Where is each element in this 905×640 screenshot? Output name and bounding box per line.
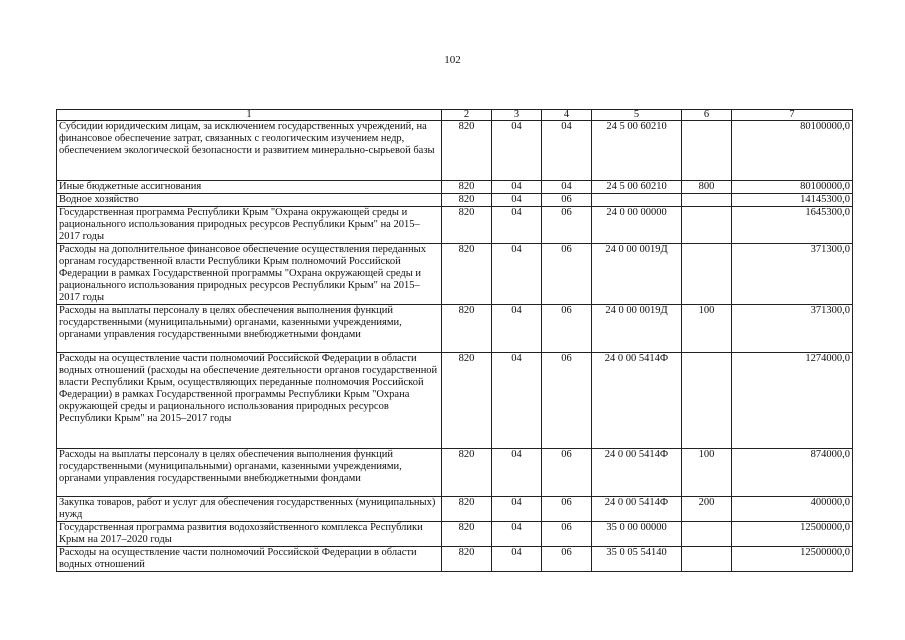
cell-expense-type: 100 — [682, 305, 732, 353]
cell-ministry: 820 — [442, 181, 492, 194]
cell-target-article: 24 0 00 0019Д — [592, 305, 682, 353]
cell-expense-type: 100 — [682, 449, 732, 497]
cell-target-article: 24 5 00 60210 — [592, 121, 682, 181]
cell-amount: 12500000,0 — [732, 522, 853, 547]
cell-amount: 1645300,0 — [732, 207, 853, 244]
cell-ministry: 820 — [442, 522, 492, 547]
row-name: Расходы на выплаты персоналу в целях обеспечения выполнения функций государственными (муниципальными) органами, казенными учреждениями, органами управления государственными внебюджетными фондами — [57, 305, 442, 353]
cell-amount: 12500000,0 — [732, 547, 853, 572]
table-row — [57, 497, 853, 522]
cell-target-article: 35 0 00 00000 — [592, 522, 682, 547]
cell-ministry: 820 — [442, 547, 492, 572]
cell-subsection: 06 — [542, 497, 592, 522]
cell-section: 04 — [492, 181, 542, 194]
cell-target-article: 24 0 00 0019Д — [592, 244, 682, 305]
cell-ministry: 820 — [442, 449, 492, 497]
header-row — [57, 110, 853, 121]
table-row — [57, 353, 853, 449]
cell-expense-type — [682, 121, 732, 181]
cell-amount: 80100000,0 — [732, 121, 853, 181]
row-name: Государственная программа Республики Крым "Охрана окружающей среды и рационального использования природных ресурсов Республики Крым" на 2015–2017 годы — [57, 207, 442, 244]
cell-subsection: 06 — [542, 449, 592, 497]
cell-expense-type: 800 — [682, 181, 732, 194]
cell-target-article: 24 0 00 5414Ф — [592, 353, 682, 449]
cell-amount: 400000,0 — [732, 497, 853, 522]
row-name: Расходы на осуществление части полномочий Российской Федерации в области водных отношений — [57, 547, 442, 572]
table-row — [57, 181, 853, 194]
row-name: Субсидии юридическим лицам, за исключением государственных учреждений, на финансовое обеспечение затрат, связанных с геологическим изучением недр, обеспечением экологической безопасности и развитием минерально-сырьевой базы — [57, 121, 442, 181]
row-name: Закупка товаров, работ и услуг для обеспечения государственных (муниципальных) нужд — [57, 497, 442, 522]
cell-subsection: 04 — [542, 121, 592, 181]
table-row — [57, 547, 853, 572]
cell-subsection: 06 — [542, 353, 592, 449]
column-header: 6 — [682, 110, 732, 121]
row-name: Иные бюджетные ассигнования — [57, 181, 442, 194]
cell-ministry: 820 — [442, 121, 492, 181]
cell-ministry: 820 — [442, 497, 492, 522]
cell-subsection: 06 — [542, 522, 592, 547]
cell-ministry: 820 — [442, 244, 492, 305]
cell-expense-type — [682, 207, 732, 244]
column-header: 3 — [492, 110, 542, 121]
cell-subsection: 06 — [542, 305, 592, 353]
table-row — [57, 522, 853, 547]
cell-target-article: 24 0 00 5414Ф — [592, 497, 682, 522]
cell-ministry: 820 — [442, 194, 492, 207]
cell-expense-type — [682, 194, 732, 207]
cell-subsection: 06 — [542, 194, 592, 207]
column-header: 7 — [732, 110, 853, 121]
table-row — [57, 121, 853, 181]
cell-section: 04 — [492, 353, 542, 449]
cell-section: 04 — [492, 121, 542, 181]
row-name: Водное хозяйство — [57, 194, 442, 207]
cell-amount: 874000,0 — [732, 449, 853, 497]
cell-target-article: 35 0 05 54140 — [592, 547, 682, 572]
cell-target-article — [592, 194, 682, 207]
cell-subsection: 06 — [542, 547, 592, 572]
cell-section: 04 — [492, 547, 542, 572]
cell-expense-type — [682, 522, 732, 547]
cell-expense-type: 200 — [682, 497, 732, 522]
table-row — [57, 244, 853, 305]
cell-ministry: 820 — [442, 305, 492, 353]
cell-amount: 371300,0 — [732, 244, 853, 305]
table-row — [57, 194, 853, 207]
budget-table — [56, 109, 853, 572]
cell-subsection: 06 — [542, 207, 592, 244]
cell-amount: 371300,0 — [732, 305, 853, 353]
cell-amount: 14145300,0 — [732, 194, 853, 207]
row-name: Расходы на осуществление части полномочий Российской Федерации в области водных отношений (расходы на обеспечение деятельности органов государственной власти Республики Крым, осуществляющих переданные полномочия Российской Федерации) в рамках Государственной программы Республики Крым "Охрана окружающей среды и рационального использования природных ресурсов Республики Крым" на 2015–2017 годы — [57, 353, 442, 449]
cell-expense-type — [682, 244, 732, 305]
cell-target-article: 24 5 00 60210 — [592, 181, 682, 194]
column-header: 5 — [592, 110, 682, 121]
table-row — [57, 449, 853, 497]
cell-section: 04 — [492, 497, 542, 522]
cell-target-article: 24 0 00 00000 — [592, 207, 682, 244]
cell-subsection: 04 — [542, 181, 592, 194]
table-row — [57, 207, 853, 244]
column-header: 2 — [442, 110, 492, 121]
cell-ministry: 820 — [442, 353, 492, 449]
cell-ministry: 820 — [442, 207, 492, 244]
cell-amount: 80100000,0 — [732, 181, 853, 194]
cell-section: 04 — [492, 449, 542, 497]
row-name: Государственная программа развития водохозяйственного комплекса Республики Крым на 2017–2020 годы — [57, 522, 442, 547]
page-number: 102 — [444, 54, 461, 66]
table-row — [57, 305, 853, 353]
cell-subsection: 06 — [542, 244, 592, 305]
cell-target-article: 24 0 00 5414Ф — [592, 449, 682, 497]
column-header: 4 — [542, 110, 592, 121]
cell-section: 04 — [492, 305, 542, 353]
cell-section: 04 — [492, 194, 542, 207]
cell-section: 04 — [492, 207, 542, 244]
cell-amount: 1274000,0 — [732, 353, 853, 449]
row-name: Расходы на дополнительное финансовое обеспечение осуществления переданных органам государственной власти Республики Крым полномочий Российской Федерации в рамках Государственной программы "Охрана окружающей среды и рационального использования природных ресурсов Республики Крым" на 2015–2017 годы — [57, 244, 442, 305]
column-header: 1 — [57, 110, 442, 121]
cell-expense-type — [682, 547, 732, 572]
cell-section: 04 — [492, 522, 542, 547]
cell-section: 04 — [492, 244, 542, 305]
row-name: Расходы на выплаты персоналу в целях обеспечения выполнения функций государственными (муниципальными) органами, казенными учреждениями, органами управления государственными внебюджетными фондами — [57, 449, 442, 497]
cell-expense-type — [682, 353, 732, 449]
